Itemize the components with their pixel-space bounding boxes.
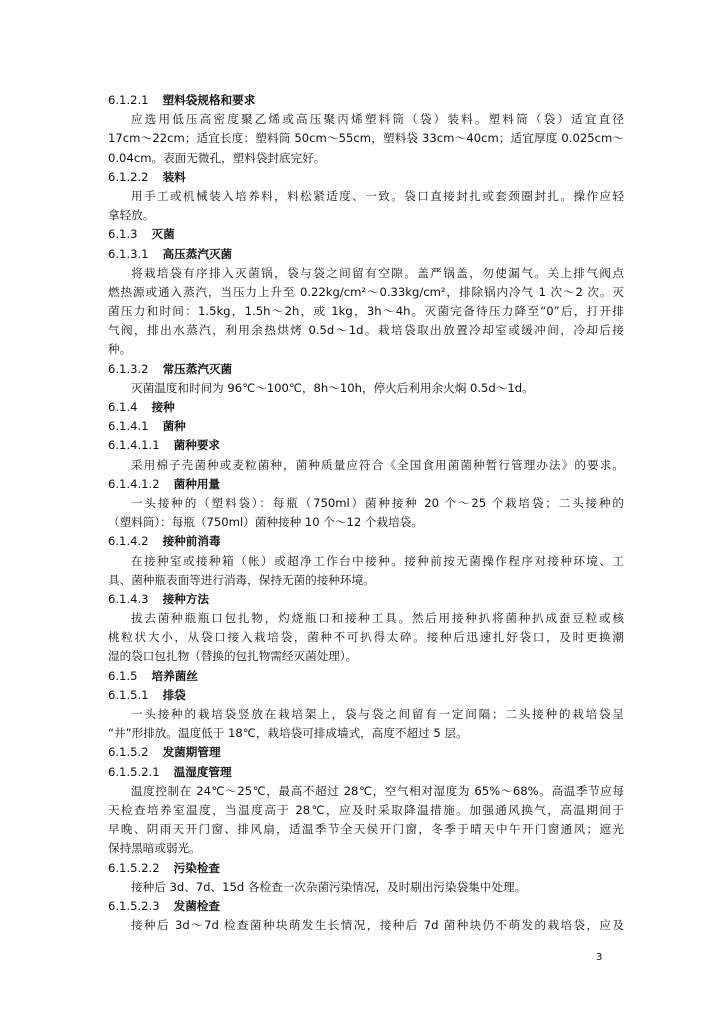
section-heading: [108, 245, 624, 264]
section-title: 接种前消毒: [162, 534, 221, 549]
section-title: 常压蒸汽灭菌: [162, 361, 233, 376]
section-number: 6.1.4: [108, 400, 138, 414]
paragraph-line: 一头接种的（塑料袋）：每瓶（750ml）菌种接种 20 个～25 个栽培袋；二头接种的: [131, 495, 624, 510]
section-heading: [108, 897, 624, 916]
page-number: 3: [596, 952, 603, 963]
section-number: 6.1.5.2.1: [108, 764, 160, 779]
section-title: 装料: [162, 169, 186, 184]
paragraph-line: 0.04cm。表面无微孔，塑料袋封底完好。: [108, 150, 326, 165]
section-title: 温湿度管理: [173, 764, 232, 779]
document-body: [108, 91, 624, 935]
paragraph-line: 将栽培袋有序排入灭菌锅，袋与袋之间留有空隙。盖严锅盖，勿使漏气。关上排气阀点: [131, 265, 624, 280]
section-title: 高压蒸汽灭菌: [162, 246, 233, 261]
section-number: 6.1.3: [108, 227, 138, 242]
section-heading: [108, 360, 624, 379]
section-title: 发菌期管理: [162, 745, 221, 760]
section-number: 6.1.5.2.2: [108, 860, 160, 875]
paragraph-line: 桃粒状大小，从袋口接入栽培袋，菌种不可扒得太碎。接种后迅速扎好袋口，及时更换潮: [108, 630, 624, 645]
section-heading: [108, 225, 624, 244]
paragraph-line: 菌压力和时间：1.5kg，1.5h～2h，或 1kg，3h～4h。灭菌完备待压力降至“0”后，打开排: [108, 304, 624, 319]
section-heading: [108, 436, 624, 455]
section-heading: [108, 859, 624, 878]
paragraph-line: 17cm～22cm；适宜长度：塑料筒 50cm～55cm，塑料袋 33cm～40cm；适宜厚度 0.025cm～: [108, 131, 624, 146]
paragraph-line: 接种后 3d、7d、15d 各检查一次杂菌污染情况，及时剔出污染袋集中处理。: [131, 879, 527, 894]
paragraph-line: 用手工或机械装入培养料，料松紧适度、一致。袋口直接封扎或套颈圈封扎。操作应轻: [131, 188, 624, 203]
section-title: 菌种用量: [173, 476, 221, 491]
section-number: 6.1.5.1: [108, 687, 149, 702]
paragraph-line: 应选用低压高密度聚乙烯或高压聚丙烯塑料筒（袋）装料。塑料筒（袋）适宜直径: [131, 112, 624, 127]
section-heading: [108, 667, 624, 686]
section-title: 菌种要求: [173, 438, 221, 453]
paragraph-line: 种。: [108, 342, 132, 357]
section-number: 6.1.3.1: [108, 246, 149, 261]
paragraph-line: 早晚、阴雨天开门窗、排风扇，适温季节全天侯开门窗，冬季于晴天中午开门窗通风；遮光: [108, 822, 624, 837]
section-number: 6.1.3.2: [108, 361, 149, 376]
section-title: 灭菌: [151, 227, 175, 242]
paragraph-line: 保持黑暗或弱光。: [108, 841, 201, 856]
paragraph-line: 采用棉子壳菌种或麦粒菌种，菌种质量应符合《全国食用菌菌种暂行管理办法》的要求。: [131, 457, 624, 472]
section-number: 6.1.4.1: [108, 419, 149, 434]
section-title: 接种方法: [162, 591, 209, 606]
paragraph-line: 接种后 3d～7d 检查菌种块萌发生长情况，接种后 7d 菌种块仍不萌发的栽培袋，应及: [131, 918, 624, 933]
section-number: 6.1.4.1.2: [108, 476, 160, 491]
section-heading: [108, 743, 624, 762]
section-heading: [108, 475, 624, 494]
paragraph-line: 具、菌种瓶表面等进行消毒，保持无菌的接种环境。: [108, 572, 375, 587]
paragraph-line: 天检查培养室温度，当温度高于 28℃，应及时采取降温措施。加强通风换气，高温期间于: [108, 802, 624, 817]
section-number: 6.1.2.2: [108, 169, 149, 184]
paragraph-line: “井”形排放。温度低于 18℃，栽培袋可排成墙式，高度不超过 5 层。: [108, 726, 468, 741]
section-heading: [108, 417, 624, 436]
section-heading: [108, 398, 624, 417]
paragraph-line: 温度控制在 24℃～25℃，最高不超过 28℃，空气相对湿度为 65%～68%。高温季节应每: [131, 783, 624, 798]
paragraph-line: 气阀，排出水蒸汽，利用余热烘烤 0.5d～1d。栽培袋取出放置冷却室或缓冲间，冷却后接: [108, 323, 624, 338]
paragraph-line: （塑料筒）：每瓶（750ml）菌种接种 10 个～12 个栽培袋。: [108, 515, 423, 530]
section-title: 塑料袋规格和要求: [162, 93, 256, 107]
section-number: 6.1.5.2.3: [108, 898, 160, 913]
paragraph-line: 燃热源或通入蒸汽，当压力上升至 0.22kg/cm²～0.33kg/cm²，排除锅内冷气 1 次～2 次。灭: [108, 284, 624, 299]
paragraph-line: 一头接种的栽培袋竖放在栽培架上，袋与袋之间留有一定间隔；二头接种的栽培袋呈: [131, 707, 624, 721]
section-title: 培养菌丝: [151, 668, 198, 683]
paragraph-line: 湿的袋口包扎物（替换的包扎物需经灭菌处理）。: [108, 649, 358, 664]
paragraph-line: 拿轻放。: [108, 208, 155, 223]
section-heading: [108, 168, 624, 187]
section-number: 6.1.4.3: [108, 591, 149, 606]
section-heading: [108, 590, 624, 609]
section-number: 6.1.4.1.1: [108, 438, 160, 453]
section-heading: [108, 532, 624, 551]
section-title: 接种: [151, 400, 175, 414]
paragraph-line: 在接种室或接种箱（帐）或超净工作台中接种。接种前按无菌操作程序对接种环境、工: [131, 553, 624, 568]
section-number: 6.1.5.2: [108, 745, 149, 760]
section-heading: [108, 91, 624, 110]
section-number: 6.1.2.1: [108, 93, 149, 107]
section-heading: [108, 686, 624, 705]
section-title: 污染检查: [173, 860, 221, 875]
section-title: 菌种: [162, 419, 186, 434]
section-heading: [108, 763, 624, 782]
section-number: 6.1.4.2: [108, 534, 149, 549]
section-number: 6.1.5: [108, 668, 138, 683]
section-title: 排袋: [162, 687, 186, 702]
paragraph-line: 拔去菌种瓶瓶口包扎物，灼烧瓶口和接种工具。然后用接种扒将菌种扒成蚕豆粒或核: [131, 611, 624, 626]
paragraph-line: 灭菌温度和时间为 96℃～100℃，8h～10h，停火后利用余火焖 0.5d～1d。: [131, 380, 534, 395]
section-title: 发菌检查: [173, 898, 221, 913]
